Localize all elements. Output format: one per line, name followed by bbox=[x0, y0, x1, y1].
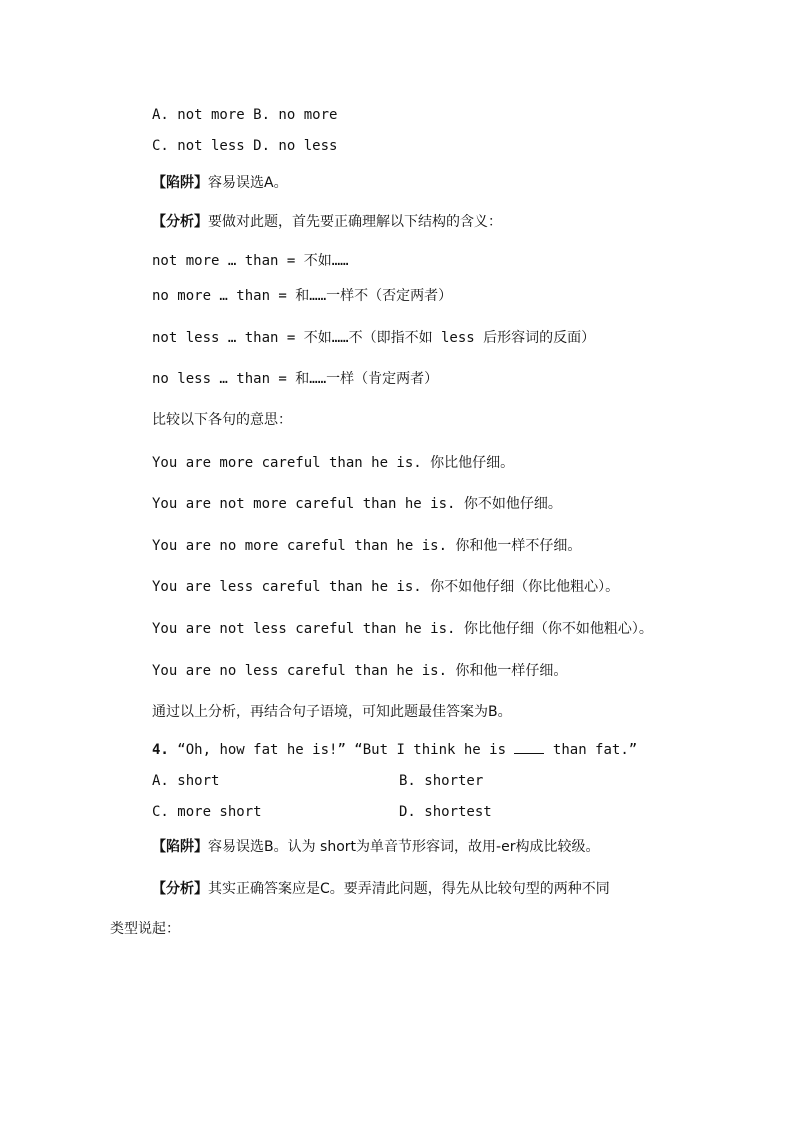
trap-label: 【陷阱】 bbox=[152, 175, 208, 191]
example-sentence: You are no more careful than he is. 你和他一样不仔细。 bbox=[152, 538, 582, 554]
analysis-label: 【分析】 bbox=[152, 214, 208, 230]
example-sentence: You are more careful than he is. 你比他仔细。 bbox=[152, 455, 515, 471]
q4-analysis-continued: 类型说起： bbox=[110, 921, 180, 937]
q3-options-row1: A. not more B. no more bbox=[152, 107, 338, 123]
example-sentence: You are less careful than he is. 你不如他仔细（你比他粗心）。 bbox=[152, 579, 620, 595]
q4-option-d: D. shortest bbox=[399, 804, 492, 820]
structure-item: not less … than = 不如……不（即指不如 less 后形容词的反面） bbox=[152, 330, 596, 346]
question-4 bbox=[152, 741, 637, 759]
structure-item: not more … than = 不如…… bbox=[152, 253, 349, 269]
q3-trap bbox=[152, 174, 288, 192]
question-text-before: “Oh, how fat he is!” “But I think he is bbox=[177, 742, 507, 758]
example-sentence: You are no less careful than he is. 你和他一样仔细。 bbox=[152, 663, 568, 679]
analysis-text: 其实正确答案应是C。要弄清此问题，得先从比较句型的两种不同 bbox=[208, 881, 610, 897]
trap-text: 容易误选B。认为 short为单音节形容词，故用-er构成比较级。 bbox=[208, 839, 600, 855]
trap-label: 【陷阱】 bbox=[152, 839, 208, 855]
answer-blank bbox=[514, 741, 544, 754]
example-sentence: You are not more careful than he is. 你不如他仔细。 bbox=[152, 496, 562, 512]
question-text-after: than fat.” bbox=[552, 742, 638, 758]
q3-conclusion: 通过以上分析，再结合句子语境，可知此题最佳答案为B。 bbox=[152, 704, 512, 720]
q4-option-a: A. short bbox=[152, 773, 220, 789]
analysis-label: 【分析】 bbox=[152, 881, 208, 897]
question-number: 4. bbox=[152, 742, 169, 758]
structure-item: no more … than = 和……一样不（否定两者） bbox=[152, 288, 453, 304]
q4-analysis bbox=[152, 880, 610, 898]
compare-intro: 比较以下各句的意思： bbox=[152, 412, 292, 428]
q3-analysis bbox=[152, 213, 502, 231]
structure-item: no less … than = 和……一样（肯定两者） bbox=[152, 371, 439, 387]
analysis-text: 要做对此题，首先要正确理解以下结构的含义： bbox=[208, 214, 502, 230]
trap-text: 容易误选A。 bbox=[208, 175, 288, 191]
q3-options-row2: C. not less D. no less bbox=[152, 138, 338, 154]
q4-option-c: C. more short bbox=[152, 804, 262, 820]
q4-trap bbox=[152, 838, 599, 856]
q4-option-b: B. shorter bbox=[399, 773, 484, 789]
example-sentence: You are not less careful than he is. 你比他仔细（你不如他粗心）。 bbox=[152, 621, 653, 637]
